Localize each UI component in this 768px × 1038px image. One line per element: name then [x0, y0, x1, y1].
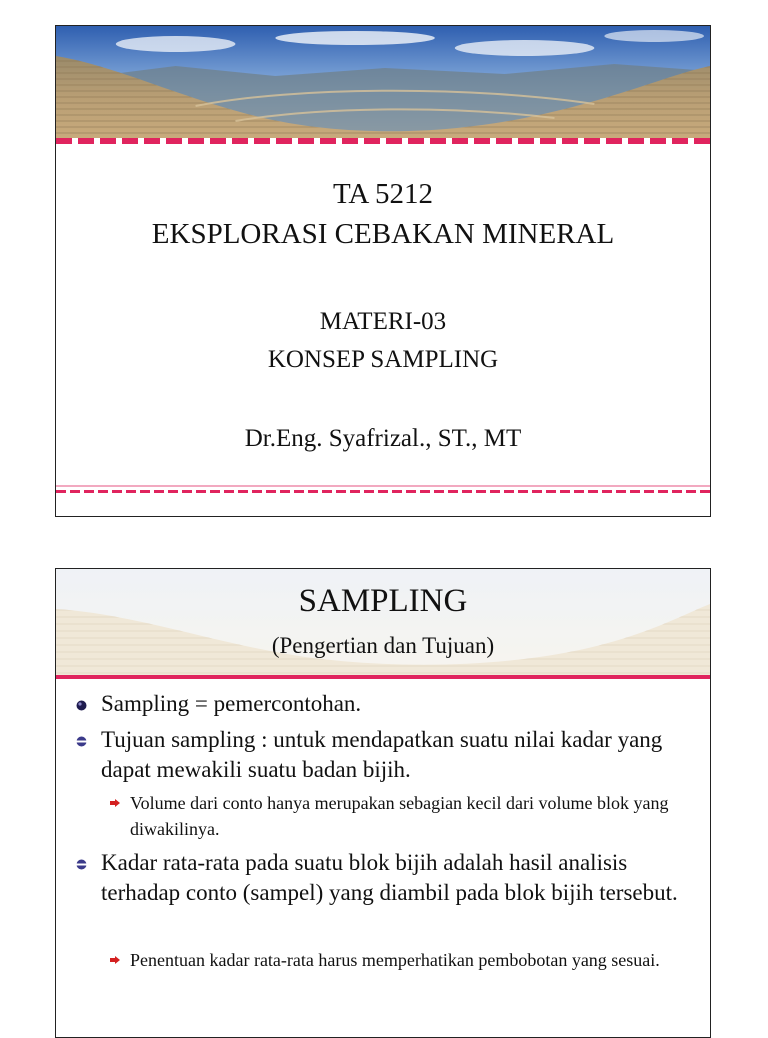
striped-bullet-icon [76, 859, 87, 870]
striped-bullet-icon [76, 736, 87, 747]
arrow-bullet-icon [110, 956, 120, 964]
slide-title: SAMPLING [298, 583, 468, 619]
module-label: MATERI-03 [319, 308, 447, 335]
course-title: EKSPLORASI CEBAKAN MINERAL [151, 218, 615, 250]
topic-label: KONSEP SAMPLING [267, 346, 499, 373]
bullet-text: Kadar rata-rata pada suatu blok bijih adalah hasil analisis terhadap conto (sampel) yang diambil pada blok bijih tersebut. [101, 850, 678, 905]
footer-line [56, 485, 710, 487]
bullet-text: Sampling = pemercontohan. [101, 691, 362, 716]
header-divider [56, 675, 710, 679]
content-slide [55, 568, 711, 1038]
sub-bullet-text: Penentuan kadar rata-rata harus memperhatikan pembobotan yang sesuai. [130, 950, 660, 970]
footer-dash-band [56, 490, 710, 493]
arrow-bullet-icon [110, 799, 120, 807]
sphere-bullet-icon [76, 700, 87, 711]
slide-subtitle: (Pengertian dan Tujuan) [271, 633, 495, 658]
title-slide [55, 25, 711, 517]
decorative-dash-band [56, 138, 710, 144]
open-pit-mine-banner [56, 26, 710, 138]
open-pit-mine-image [56, 26, 710, 138]
author-name: Dr.Eng. Syafrizal., ST., MT [244, 425, 522, 452]
course-code: TA 5212 [333, 178, 433, 210]
bullet-text: Tujuan sampling : untuk mendapatkan suatu nilai kadar yang dapat mewakili suatu badan bijih. [101, 727, 663, 782]
sub-bullet-text: Volume dari conto hanya merupakan sebagian kecil dari volume blok yang diwakilinya. [130, 793, 669, 839]
